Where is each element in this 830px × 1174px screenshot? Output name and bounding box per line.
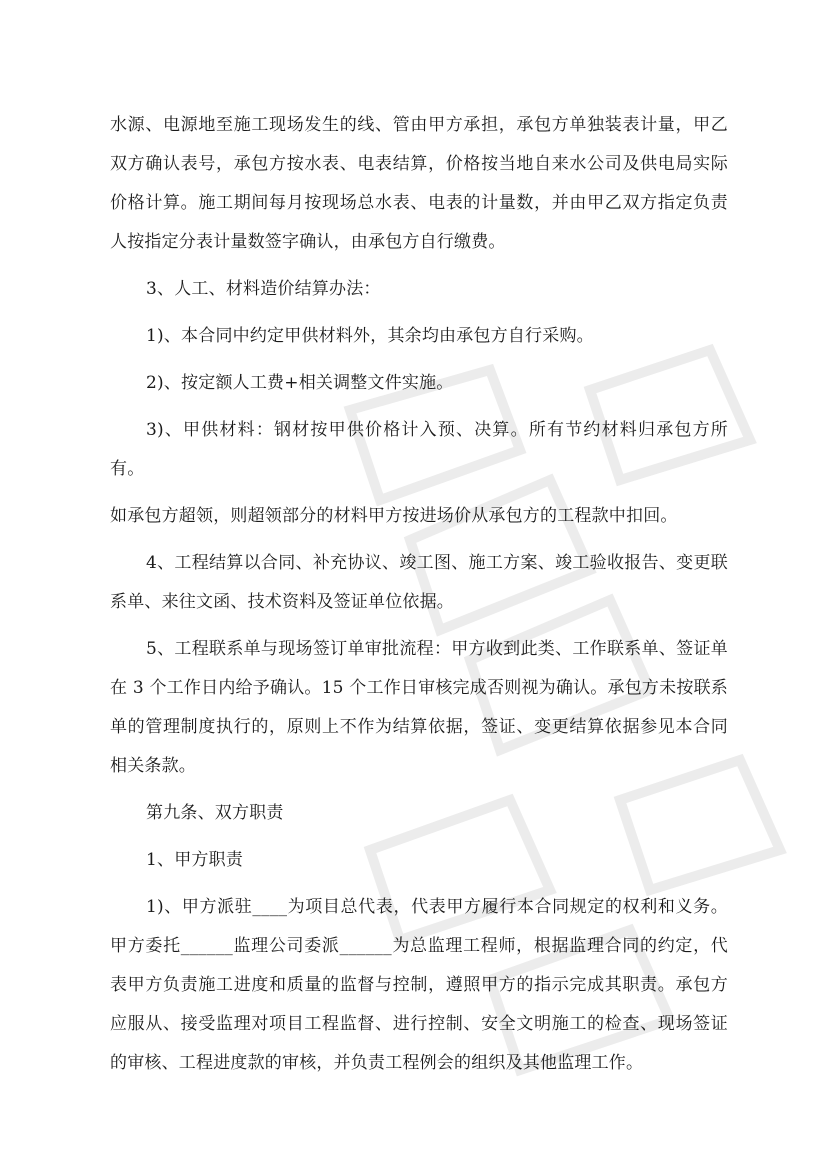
paragraph-section-3-heading: 3、人工、材料造价结算办法： [146,279,381,299]
paragraph-3-3-continued: 如承包方超领，则超领部分的材料甲方按进场价从承包方的工程款中扣回。 [110,506,678,526]
article-9-heading: 第九条、双方职责 [146,803,284,823]
paragraph-3-1: 1)、本合同中约定甲供材料外，其余均由承包方自行采购。 [146,326,594,346]
paragraph-utilities-continued: 水源、电源地至施工现场发生的线、管由甲方承担，承包方单独装表计量，甲乙双方确认表号，承包方按水表、电表结算，价格按当地自来水公司及供电局实际价格计算。施工期间每月按现场总水表、电表的计量数，并由甲乙双方指定负责人按指定分表计量数签字确认，由承包方自行缴费。 [110,115,728,252]
paragraph-9-1-heading: 1、甲方职责 [146,850,244,870]
paragraph-3-3: 3)、甲供材料：钢材按甲供价格计入预、决算。所有节约材料归承包方所有。 [110,420,728,479]
paragraph-3-2: 2)、按定额人工费+相关调整文件实施。 [146,373,454,393]
paragraph-section-5: 5、工程联系单与现场签订单审批流程：甲方收到此类、工作联系单、签证单在 3 个工作日内给予确认。15 个工作日审核完成否则视为确认。承包方未按联系单的管理制度执行的，原则上不作为结算依据，签证、变更结算依据参见本合同相关条款。 [110,639,728,776]
document-body [110,106,728,1091]
paragraph-9-1-1: 1)、甲方派驻____为项目总代表，代表甲方履行本合同规定的权利和义务。甲方委托______监理公司委派______为总监理工程师，根据监理合同的约定，代表甲方负责施工进度和质量的监督与控制，遵照甲方的指示完成其职责。承包方应服从、接受监理对项目工程监督、进行控制、安全文明施工的检查、现场签证的审核、工程进度款的审核，并负责工程例会的组织及其他监理工作。 [110,897,728,1073]
paragraph-section-4: 4、工程结算以合同、补充协议、竣工图、施工方案、竣工验收报告、变更联系单、来往文函、技术资料及签证单位依据。 [110,553,728,612]
